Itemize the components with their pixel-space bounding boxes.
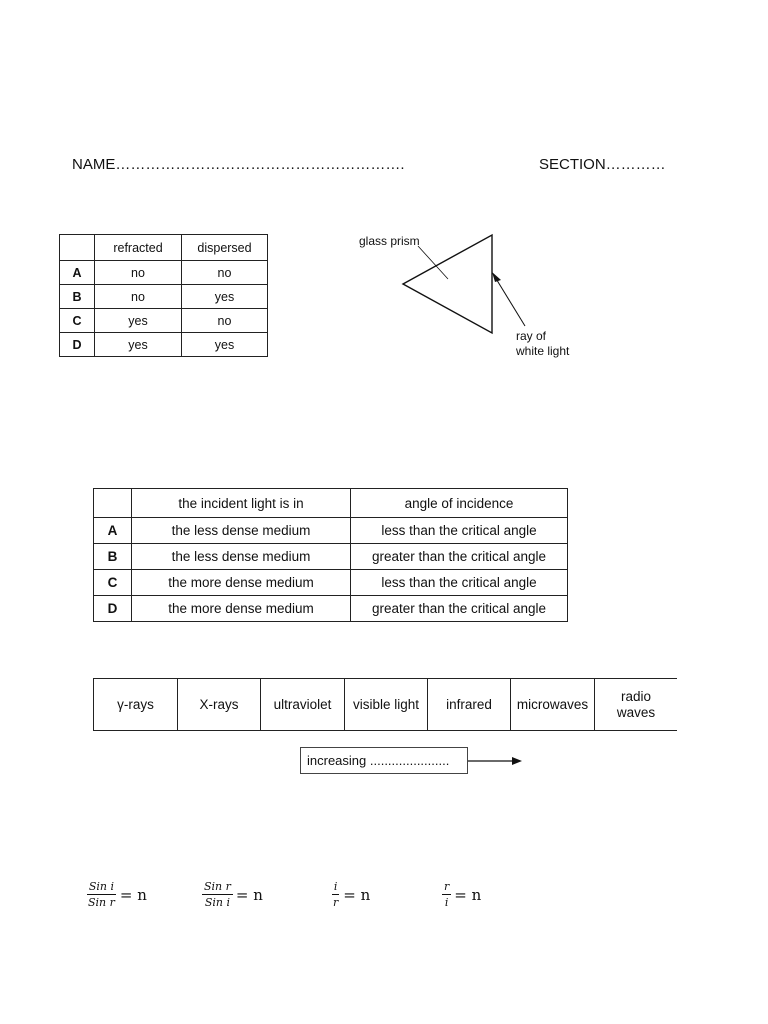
spectrum-band: microwaves — [511, 679, 595, 730]
incident-light-table — [93, 488, 568, 622]
em-spectrum-strip — [93, 678, 677, 731]
fraction-denominator: Sin i — [204, 896, 231, 909]
glass-prism-triangle — [403, 235, 492, 333]
glass-prism-label: glass prism — [359, 234, 420, 248]
spectrum-band: X-rays — [178, 679, 261, 730]
table-cell: the more dense medium — [132, 596, 351, 622]
table-header-row — [60, 235, 268, 261]
table-cell: yes — [182, 285, 268, 309]
formula-rhs: = n — [119, 885, 147, 904]
formula-option — [442, 880, 481, 909]
table-row — [94, 518, 568, 544]
option-letter: A — [60, 261, 95, 285]
spectrum-band: infrared — [428, 679, 511, 730]
increasing-box: increasing ...................... — [300, 747, 468, 774]
table-row — [60, 261, 268, 285]
table-header-cell: refracted — [95, 235, 182, 261]
table-cell: no — [95, 285, 182, 309]
table-header-cell — [60, 235, 95, 261]
section-field-label: SECTION………… — [539, 156, 666, 173]
table-cell: less than the critical angle — [351, 518, 568, 544]
fraction-numerator: Sin r — [204, 880, 231, 893]
table-header-cell: angle of incidence — [351, 489, 568, 518]
increasing-arrow-icon — [468, 754, 528, 768]
formula-rhs: = n — [235, 885, 263, 904]
fraction-numerator: Sin i — [88, 880, 115, 893]
ray-label-line2: white light — [516, 344, 570, 358]
table-row — [60, 309, 268, 333]
prism-diagram — [340, 222, 600, 372]
table-cell: no — [182, 309, 268, 333]
fraction — [86, 880, 117, 909]
formula-rhs: = n — [343, 885, 371, 904]
option-letter: D — [94, 596, 132, 622]
formula-option — [86, 880, 147, 909]
formula-option — [202, 880, 263, 909]
fraction-numerator: r — [444, 880, 450, 893]
light-ray-line — [495, 277, 525, 326]
ray-arrowhead-icon — [492, 272, 501, 282]
table-header-cell: the incident light is in — [132, 489, 351, 518]
fraction-denominator: r — [333, 896, 339, 909]
formula-rhs: = n — [454, 885, 482, 904]
table-cell: greater than the critical angle — [351, 544, 568, 570]
ray-label-line1: ray of — [516, 329, 547, 343]
table-cell: yes — [95, 333, 182, 357]
table-cell: yes — [182, 333, 268, 357]
table-cell: the less dense medium — [132, 544, 351, 570]
table-cell: the less dense medium — [132, 518, 351, 544]
table-cell: no — [182, 261, 268, 285]
table-header-cell: dispersed — [182, 235, 268, 261]
table-header-row — [94, 489, 568, 518]
table-row — [60, 333, 268, 357]
spectrum-band: ultraviolet — [261, 679, 345, 730]
table-cell: no — [95, 261, 182, 285]
table-row — [94, 570, 568, 596]
fraction — [331, 880, 340, 909]
table-row — [60, 285, 268, 309]
spectrum-band: radio waves — [616, 688, 656, 720]
table-row — [94, 544, 568, 570]
spectrum-band: γ-rays — [94, 679, 178, 730]
fraction — [202, 880, 233, 909]
fraction-denominator: i — [444, 896, 449, 909]
table-cell: greater than the critical angle — [351, 596, 568, 622]
option-letter: C — [60, 309, 95, 333]
spectrum-band: visible light — [345, 679, 428, 730]
option-letter: B — [94, 544, 132, 570]
table-cell: yes — [95, 309, 182, 333]
refracted-dispersed-table — [59, 234, 268, 357]
option-letter: A — [94, 518, 132, 544]
table-header-cell — [94, 489, 132, 518]
table-row — [94, 596, 568, 622]
table-cell: the more dense medium — [132, 570, 351, 596]
formula-option — [331, 880, 370, 909]
name-field-label: NAME…………………………………………………. — [72, 156, 405, 173]
fraction-denominator: Sin r — [88, 896, 115, 909]
option-letter: C — [94, 570, 132, 596]
option-letter: B — [60, 285, 95, 309]
fraction-numerator: i — [333, 880, 338, 893]
option-letter: D — [60, 333, 95, 357]
table-cell: less than the critical angle — [351, 570, 568, 596]
fraction — [442, 880, 451, 909]
